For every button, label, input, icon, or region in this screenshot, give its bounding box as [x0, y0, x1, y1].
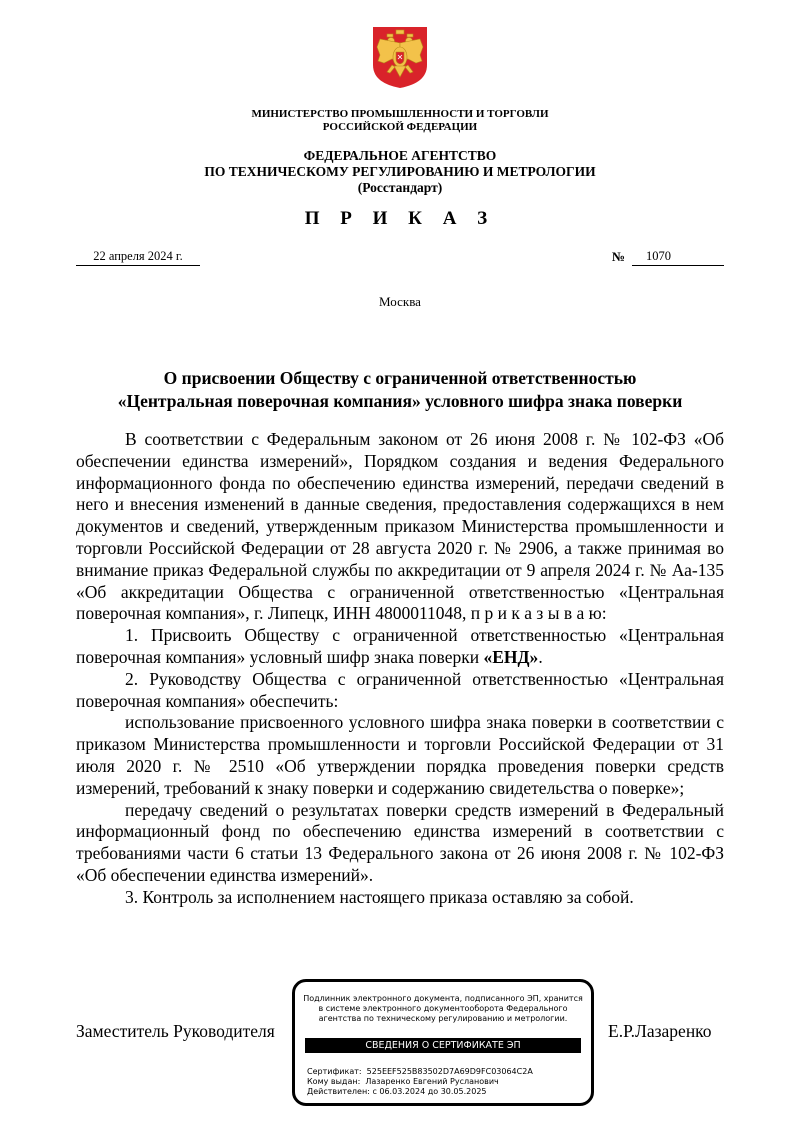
agency-line-2: ПО ТЕХНИЧЕСКОМУ РЕГУЛИРОВАНИЮ И МЕТРОЛОГИИ [204, 164, 596, 179]
paragraph-item-3: 3. Контроль за исполнением настоящего приказа оставляю за собой. [125, 886, 634, 907]
signatory-position: Заместитель Руководителя [76, 1021, 275, 1041]
paragraph-item-1: 1. Присвоить Обществу с ограниченной ответственностью «Центральная поверочная компания» условный шифр знака поверки «ЕНД». [76, 625, 724, 667]
stamp-owner-row [307, 1077, 533, 1087]
signatory-name: Е.Р.Лазаренко [608, 1021, 712, 1041]
mark-code: «ЕНД» [483, 646, 539, 667]
document-type-heading: П Р И К А З [304, 208, 496, 229]
coat-of-arms-emblem [370, 25, 430, 89]
owner-label: Кому выдан: [307, 1077, 361, 1086]
paragraph-item-2b: передачу сведений о результатах поверки средств измерений в Федеральный информационный фонд по обеспечению единства измерений в соответствии с требованиями части 6 статьи 13 Федерального закона от 26 июня 2008 г. № 102-ФЗ «Об обеспечении единства измерений». [76, 799, 724, 885]
title-line-1: О присвоении Обществу с ограниченной ответственностью [163, 368, 637, 388]
preamble-text: В соответствии с Федеральным законом от 26 июня 2008 г. № 102-ФЗ «Об обеспечении единства измерений», Порядком создания и ведения Федерального информационного фонда по обеспечению единства измерений, передачи сведений в него и внесения изменений в данные сведения, предоставления содержащихся в нем документов и сведений, утвержденным приказом Министерства промышленности и торговли Российской Федерации от 28 августа 2020 г. № 2906, а также принимая во внимание приказ Федеральной службы по аккредитации от 9 апреля 2024 г. № Аа-135 «Об аккредитации Общества с ограниченной ответственностью «Центральная поверочная компания», г. Липецк, ИНН 4800011048, [76, 429, 724, 624]
stamp-note: Подлинник электронного документа, подписанного ЭП, хранится в системе электронного документооборота Федерального агентства по техническому регулированию и метрологии. [303, 994, 583, 1023]
ministry-line-2: РОССИЙСКОЙ ФЕДЕРАЦИИ [322, 121, 478, 133]
title-line-2: «Центральная поверочная компания» условного шифра знака поверки [117, 391, 683, 411]
stamp-certificate-header: СВЕДЕНИЯ О СЕРТИФИКАТЕ ЭП [305, 1038, 581, 1053]
electronic-signature-stamp [292, 979, 594, 1106]
cert-value: 525EEF525B83502D7A69D9FC03064C2A [366, 1067, 533, 1076]
document-title [0, 367, 800, 413]
paragraph-preamble [76, 429, 724, 625]
stamp-certificate-info [307, 1067, 533, 1097]
cert-label: Сертификат: [307, 1067, 362, 1076]
stamp-validity-row [307, 1087, 533, 1097]
document-body [76, 429, 724, 909]
agency-line-3: (Росстандарт) [357, 180, 443, 195]
item-1-text: 1. Присвоить Обществу с ограниченной ответственностью «Центральная поверочная компания» условный шифр знака поверки [76, 625, 724, 667]
order-number: 1070 [632, 249, 724, 266]
paragraph-item-2a: использование присвоенного условного шифра знака поверки в соответствии с приказом Министерства промышленности и торговли Российской Федерации от 31 июля 2020 г. № 2510 «Об утверждении порядка проведения поверки средств измерений, требований к знаку поверки и содержанию свидетельства о поверке»; [76, 712, 724, 798]
agency-line-1: ФЕДЕРАЛЬНОЕ АГЕНТСТВО [303, 148, 497, 163]
paragraph-item-2: 2. Руководству Общества с ограниченной ответственностью «Центральная поверочная компания» обеспечить: [76, 668, 724, 711]
stamp-certificate-row [307, 1067, 533, 1077]
valid-label: Действителен: [307, 1087, 370, 1096]
number-sign: № [612, 249, 626, 264]
agency-name [0, 148, 800, 196]
owner-value: Лазаренко Евгений Русланович [365, 1077, 499, 1086]
ministry-name [0, 108, 800, 134]
city: Москва [379, 294, 421, 309]
valid-value: с 06.03.2024 до 30.05.2025 [372, 1087, 487, 1096]
order-word: п р и к а з ы в а ю: [470, 603, 607, 624]
ministry-line-1: МИНИСТЕРСТВО ПРОМЫШЛЕННОСТИ И ТОРГОВЛИ [251, 108, 549, 120]
order-date: 22 апреля 2024 г. [76, 249, 200, 266]
